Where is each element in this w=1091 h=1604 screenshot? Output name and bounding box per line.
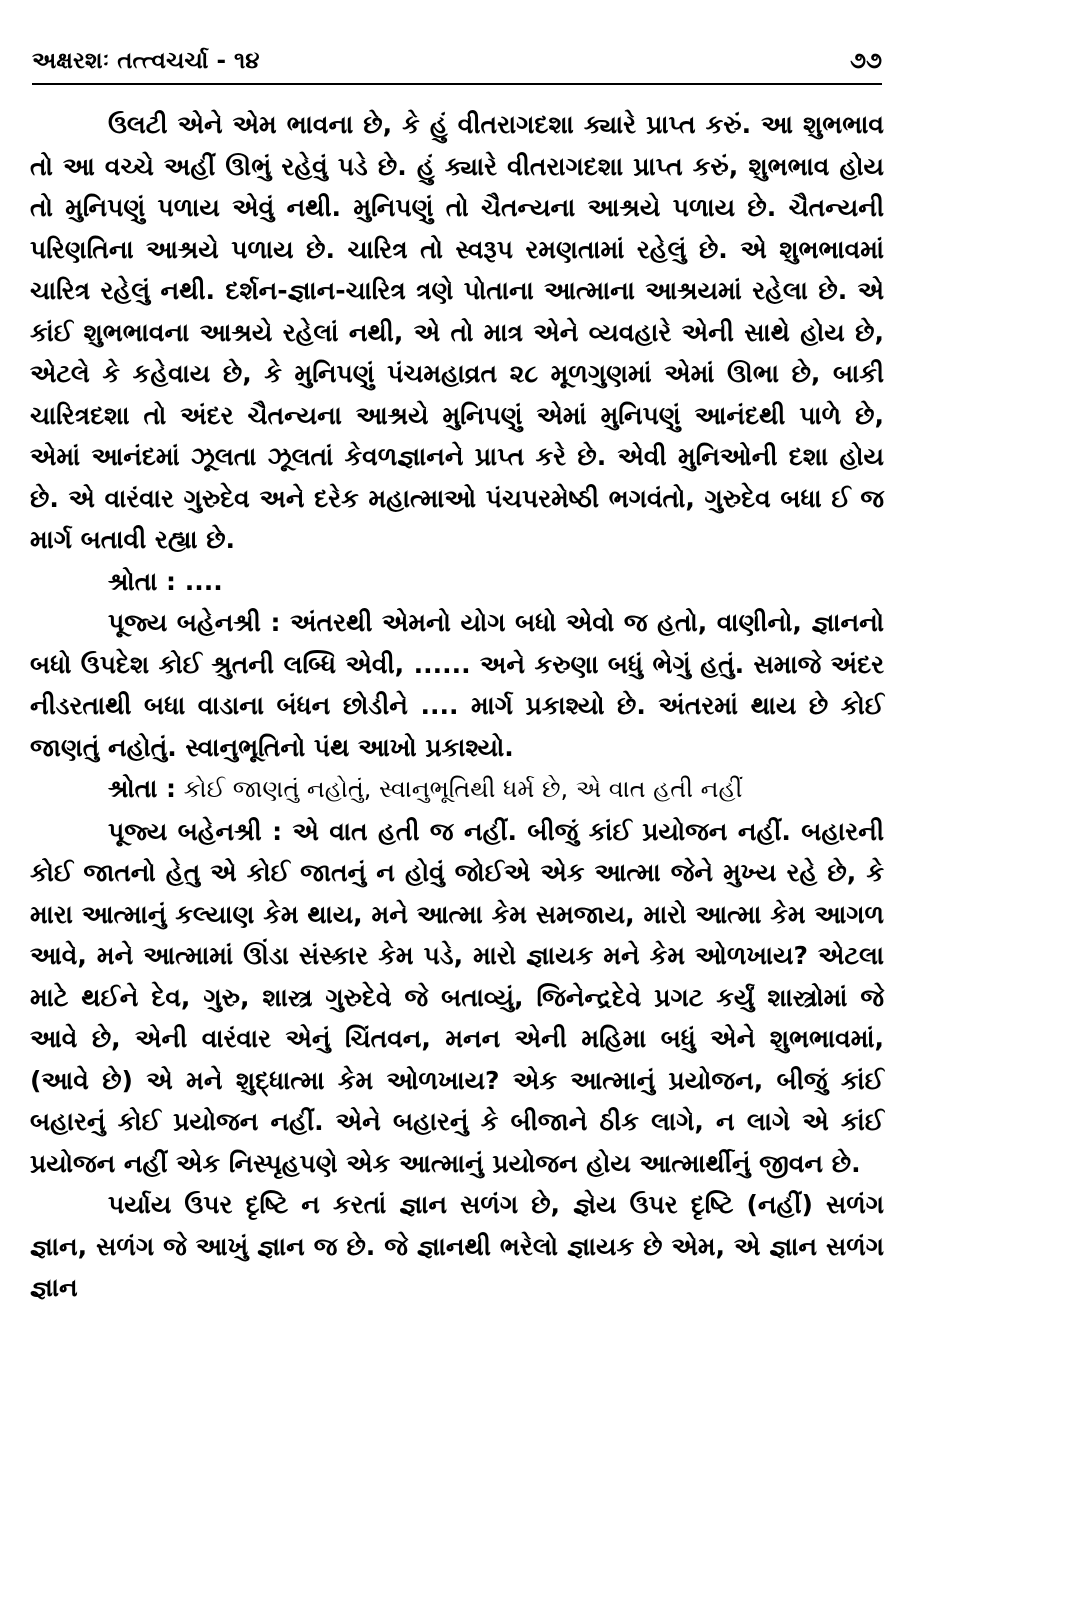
paragraph-2 (30, 561, 884, 603)
speaker-label-behenshri: પૂજ્ય બહેનશ્રી : (108, 608, 281, 637)
speaker-label-listener: શ્રોતા : (108, 774, 177, 803)
paragraph-4 (30, 768, 884, 811)
running-header (32, 42, 882, 84)
header-rule (32, 83, 882, 85)
paragraph-5 (30, 811, 884, 1185)
book-title: અક્ષરશઃ તત્ત્વચર્ચા - ૧૪ (32, 48, 260, 74)
page-number: ૭૭ (850, 48, 882, 74)
paragraph-4-text: કોઈ જાણતું નહોતું, સ્વાનુભૂતિથી ધર્મ છે, એ વાત હતી નહીં (176, 775, 743, 803)
paragraph-3-text: અંતરથી એમનો યોગ બધો એવો જ હતો, વાણીનો, જ્ઞાનનો બધો ઉપદેશ કોઈ શ્રુતની લબ્ધિ એવી, ...... અને કરુણા બધું ભેગું હતું. સમાજે અંદર નીડરતાથી બધા વાડાના બંધન છોડીને .... માર્ગ પ્રકાશ્યો છે. અંતરમાં થાય છે કોઈ જાણતું નહોતું. સ્વાનુભૂતિનો પંથ આખો પ્રકાશ્યો. (30, 608, 884, 762)
paragraph-1: ઉલટી એને એમ ભાવના છે, કે હું વીતરાગદશા ક્યારે પ્રાપ્ત કરું. આ શુભભાવ તો આ વચ્ચે અહીં ઊભું રહેવું પડે છે. હું ક્યારે વીતરાગદશા પ્રાપ્ત કરું, શુભભાવ હોય તો મુનિપણું પળાય એવું નથી. મુનિપણું તો ચૈતન્યના આશ્રયે પળાય છે. ચૈતન્યની પરિણતિના આશ્રયે પળાય છે. ચારિત્ર તો સ્વરૂપ રમણતામાં રહેલું છે. એ શુભભાવમાં ચારિત્ર રહેલું નથી. દર્શન-જ્ઞાન-ચારિત્ર ત્રણે પોતાના આત્માના આશ્રયમાં રહેલા છે. એ કાંઈ શુભભાવના આશ્રયે રહેલાં નથી, એ તો માત્ર એને વ્યવહારે એની સાથે હોય છે, એટલે કે કહેવાય છે, કે મુનિપણું પંચમહાવ્રત ૨૮ મૂળગુણમાં એમાં ઊભા છે, બાકી ચારિત્રદશા તો અંદર ચૈતન્યના આશ્રયે મુનિપણું એમાં મુનિપણું આનંદથી પાળે છે, એમાં આનંદમાં ઝૂલતા ઝૂલતાં કેવળજ્ઞાનને પ્રાપ્ત કરે છે. એવી મુનિઓની દશા હોય છે. એ વારંવાર ગુરુદેવ અને દરેક મહાત્માઓ પંચપરમેષ્ઠી ભગવંતો, ગુરુદેવ બધા ઈ જ માર્ગ બતાવી રહ્યા છે. (30, 110, 884, 554)
speaker-label-behenshri: પૂજ્ય બહેનશ્રી : (108, 816, 283, 846)
page-body (30, 104, 884, 1309)
paragraph-3 (30, 602, 884, 768)
paragraph-2-text: .... (176, 566, 223, 596)
speaker-label-listener: શ્રોતા : (108, 566, 177, 596)
paragraph-5-text: એ વાત હતી જ નહીં. બીજું કાંઈ પ્રયોજન નહીં. બહારની કોઈ જાતનો હેતુ એ કોઈ જાતનું ન હોવું જોઈએ એક આત્મા જેને મુખ્ય રહે છે, કે મારા આત્માનું કલ્યાણ કેમ થાય, મને આત્મા કેમ સમજાય, મારો આત્મા કેમ આગળ આવે, મને આત્મામાં ઊંડા સંસ્કાર કેમ પડે, મારો જ્ઞાયક મને કેમ ઓળખાય? એટલા માટે થઈને દેવ, ગુરુ, શાસ્ત્ર ગુરુદેવે જે બતાવ્યું, જિનેન્દ્રદેવે પ્રગટ કર્યું શાસ્ત્રોમાં જે આવે છે, એની વારંવાર એનું ચિંતવન, મનન એની મહિમા બધું એને શુભભાવમાં, (આવે છે) એ મને શુદ્ધાત્મા કેમ ઓળખાય? એક આત્માનું પ્રયોજન, બીજું કાંઈ બહારનું કોઈ પ્રયોજન નહીં. એને બહારનું કે બીજાને ઠીક લાગે, ન લાગે એ કાંઈ પ્રયોજન નહીં એક નિસ્પૃહપણે એક આત્માનું પ્રયોજન હોય આત્માર્થીનું જીવન છે. (30, 816, 884, 1178)
paragraph-6: પર્યાય ઉપર દૃષ્ટિ ન કરતાં જ્ઞાન સળંગ છે, જ્ઞેય ઉપર દૃષ્ટિ (નહીં) સળંગ જ્ઞાન, સળંગ જે આખું જ્ઞાન જ છે. જે જ્ઞાનથી ભરેલો જ્ઞાયક છે એમ, એ જ્ઞાન સળંગ જ્ઞાન (30, 1190, 884, 1302)
